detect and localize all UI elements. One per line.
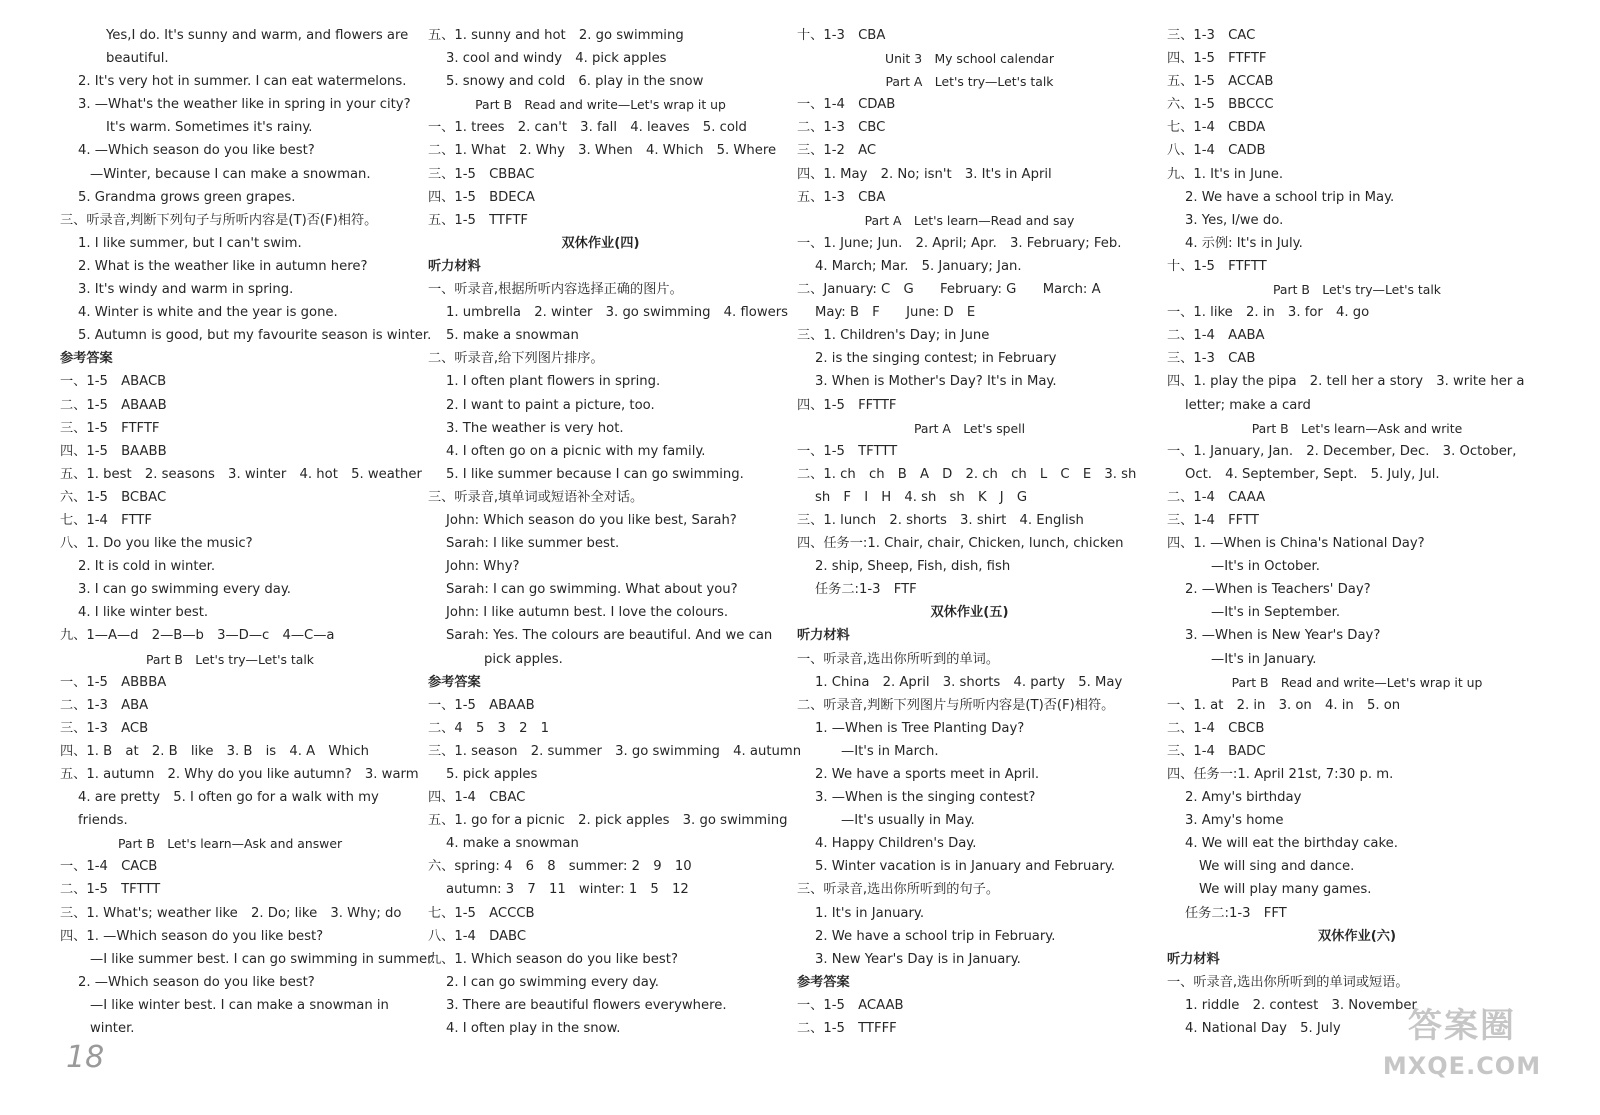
text-line: 三、1-3 ACB	[60, 720, 149, 736]
text-line: 听力材料	[797, 628, 850, 644]
text-line: 二、听录音,判断下列图片与所听内容是(T)否(F)相符。	[797, 697, 1115, 713]
text-line: 3. I can go swimming every day.	[78, 582, 291, 598]
text-line: 4. —Which season do you like best?	[78, 143, 315, 159]
text-line: 九、1. Which season do you like best?	[428, 951, 678, 967]
text-line: 2. We have a school trip in February.	[815, 928, 1056, 944]
text-line: winter.	[90, 1021, 135, 1037]
text-line: 二、1-4 CAAA	[1167, 489, 1266, 505]
text-line: 二、1-5 TFTTT	[60, 882, 161, 898]
text-line: 5. Autumn is good, but my favourite season is winter.	[78, 328, 432, 344]
text-line: —I like summer best. I can go swimming in summer.	[90, 951, 436, 967]
text-line: 二、4 5 3 2 1	[428, 720, 550, 736]
text-line: 一、听录音,选出你所听到的单词或短语。	[1167, 974, 1409, 990]
text-line: 三、1-4 FFTT	[1167, 512, 1259, 528]
text-line: 4. March; Mar. 5. January; Jan.	[815, 258, 1022, 274]
text-line: Sarah: Yes. The colours are beautiful. And we can	[446, 628, 773, 644]
text-line: 三、1. Children's Day; in June	[797, 328, 990, 344]
text-line: 四、1. May 2. No; isn't 3. It's in April	[797, 166, 1052, 182]
text-line: 双休作业(六)	[1318, 928, 1396, 944]
text-line: 三、1-5 FTFTF	[60, 420, 160, 436]
text-line: 2. What is the weather like in autumn here?	[78, 258, 368, 274]
text-line: 3. When is Mother's Day? It's in May.	[815, 374, 1057, 390]
text-line: 5. I like summer because I can go swimming.	[446, 466, 744, 482]
text-line: 听力材料	[1167, 951, 1220, 967]
text-line: 双休作业(五)	[930, 605, 1009, 621]
text-line: Sarah: I like summer best.	[446, 536, 620, 552]
text-line: 五、1-3 CBA	[797, 189, 886, 205]
text-line: 三、1-5 CBBAC	[428, 166, 535, 182]
text-line: We will sing and dance.	[1199, 859, 1355, 875]
text-line: 四、任务一:1. Chair, chair, Chicken, lunch, chicken	[797, 536, 1124, 552]
watermark-logo	[1362, 1000, 1562, 1090]
text-line: 一、听录音,根据所听内容选择正确的图片。	[428, 282, 683, 298]
text-line: 三、1-3 CAC	[1167, 28, 1256, 43]
text-line: 3. The weather is very hot.	[446, 420, 624, 436]
text-line: We will play many games.	[1199, 882, 1372, 898]
text-line: 三、1-2 AC	[797, 143, 877, 159]
text-line: Part B Let's learn—Ask and write	[1251, 420, 1463, 436]
text-line: 5. snowy and cold 6. play in the snow	[446, 74, 704, 90]
text-line: Part A Let's try—Let's talk	[885, 74, 1054, 90]
text-line: 3. New Year's Day is in January.	[815, 951, 1021, 967]
text-line: 4. I like winter best.	[78, 605, 209, 621]
text-line: 七、1-4 FTTF	[60, 512, 152, 528]
text-line: 一、1-5 ABACB	[60, 374, 167, 390]
text-line: 5. Grandma grows green grapes.	[78, 189, 296, 205]
text-line: 二、1-4 CBCB	[1167, 720, 1265, 736]
text-line: 4. Winter is white and the year is gone.	[78, 305, 338, 321]
text-line: 四、1-5 BAABB	[60, 443, 167, 459]
text-line: 四、1. —Which season do you like best?	[60, 928, 324, 944]
text-line: 参考答案	[428, 674, 481, 690]
text-line: —It's in March.	[841, 743, 939, 759]
text-line: 3. There are beautiful flowers everywhere.	[446, 997, 727, 1013]
text-line: 二、1-3 ABA	[60, 697, 149, 713]
text-line: 八、1. Do you like the music?	[60, 536, 253, 552]
text-line: 七、1-5 ACCCB	[428, 905, 535, 921]
text-line: 二、1-5 ABAAB	[60, 397, 167, 413]
text-line: 4. make a snowman	[446, 836, 579, 852]
text-line: Oct. 4. September, Sept. 5. July, Jul.	[1185, 466, 1440, 482]
text-line: —It's usually in May.	[841, 813, 975, 829]
text-line: autumn: 3 7 11 winter: 1 5 12	[446, 882, 689, 898]
text-line: 二、1-5 TTFFF	[797, 1021, 897, 1037]
text-line: 一、1. at 2. in 3. on 4. in 5. on	[1167, 697, 1401, 713]
text-line: 九、1—A—d 2—B—b 3—D—c 4—C—a	[60, 628, 335, 644]
text-line: 四、1. —When is China's National Day?	[1167, 536, 1425, 552]
text-line: 3. —What's the weather like in spring in your city?	[78, 97, 411, 113]
text-line: pick apples.	[484, 651, 563, 667]
text-line: 4. National Day 5. July	[1185, 1021, 1341, 1037]
text-line: 五、1. best 2. seasons 3. winter 4. hot 5. weather	[60, 466, 422, 482]
text-line: 参考答案	[797, 974, 850, 990]
text-line: 2. —When is Teachers' Day?	[1185, 582, 1371, 598]
text-line: 3. —When is New Year's Day?	[1185, 628, 1381, 644]
text-line: 2. I can go swimming every day.	[446, 974, 659, 990]
text-line: 三、听录音,判断下列句子与所听内容是(T)否(F)相符。	[60, 212, 378, 228]
text-line: 2. We have a sports meet in April.	[815, 767, 1040, 782]
text-line: 2. It is cold in winter.	[78, 559, 216, 575]
text-line: Part A Let's spell	[913, 420, 1026, 436]
text-line: 1. umbrella 2. winter 3. go swimming 4. flowers	[446, 305, 789, 321]
text-line: friends.	[78, 813, 128, 829]
text-line: John: I like autumn best. I love the colours.	[446, 605, 729, 621]
text-line: Part B Read and write—Let's wrap it up	[475, 97, 726, 113]
text-line: 四、1. play the pipa 2. tell her a story 3. write her a	[1167, 374, 1525, 390]
text-line: 四、1-5 FTFTF	[1167, 51, 1267, 67]
text-line: 4. We will eat the birthday cake.	[1185, 836, 1398, 852]
text-line: 八、1-4 CADB	[1167, 143, 1266, 159]
text-line: 3. cool and windy 4. pick apples	[446, 51, 667, 67]
text-line: 六、1-5 BBCCC	[1167, 97, 1274, 113]
watermark-logo-text: 答案圈	[1408, 1006, 1516, 1046]
text-line: It's warm. Sometimes it's rainy.	[106, 120, 313, 136]
text-line: 三、听录音,选出你所听到的句子。	[797, 882, 1000, 898]
text-line: 参考答案	[60, 351, 113, 367]
text-line: 八、1-4 DABC	[428, 928, 527, 944]
text-line: 4. Happy Children's Day.	[815, 836, 977, 852]
text-line: Part B Let's learn—Ask and answer	[117, 836, 343, 852]
text-line: 3. It's windy and warm in spring.	[78, 282, 294, 298]
text-line: —I like winter best. I can make a snowman in	[90, 997, 389, 1013]
text-line: 三、听录音,填单词或短语补全对话。	[428, 489, 644, 505]
text-line: 一、1. trees 2. can't 3. fall 4. leaves 5. cold	[428, 120, 747, 136]
text-line: 4. I often play in the snow.	[446, 1021, 621, 1037]
text-line: sh F I H 4. sh sh K J G	[815, 489, 1028, 505]
text-line: 2. is the singing contest; in February	[815, 351, 1057, 367]
text-line: 3. Yes, I/we do.	[1185, 212, 1284, 228]
text-line: John: Why?	[446, 559, 520, 575]
text-line: letter; make a card	[1185, 397, 1311, 413]
text-line: 5. pick apples	[446, 767, 538, 782]
text-line: 二、1. ch ch B A D 2. ch ch L C E 3. sh	[797, 466, 1137, 482]
text-line: 三、1. lunch 2. shorts 3. shirt 4. English	[797, 512, 1084, 528]
text-line: 一、1-5 ABAAB	[428, 697, 535, 713]
text-line: 十、1-5 FTFTT	[1167, 258, 1267, 274]
text-line: —It's in October.	[1211, 559, 1320, 575]
text-line: 任务二:1-3 FTF	[815, 582, 917, 598]
text-line: 双休作业(四)	[561, 235, 640, 251]
text-line: 四、任务一:1. April 21st, 7:30 p. m.	[1167, 767, 1394, 782]
text-line: 1. I often plant flowers in spring.	[446, 374, 661, 390]
column-4	[1167, 24, 1547, 1040]
text-line: 三、1-4 BADC	[1167, 743, 1266, 759]
column-3	[797, 24, 1142, 1040]
text-line: Unit 3 My school calendar	[885, 51, 1054, 67]
text-line: 2. We have a school trip in May.	[1185, 189, 1395, 205]
text-line: 4. I often go on a picnic with my family.	[446, 443, 706, 459]
text-line: 一、1-5 ABBBA	[60, 674, 167, 690]
text-line: 二、听录音,给下列图片排序。	[428, 351, 604, 367]
text-line: 十、1-3 CBA	[797, 28, 886, 43]
text-line: —It's in September.	[1211, 605, 1341, 621]
text-line: 五、1. go for a picnic 2. pick apples 3. go swimming	[428, 813, 788, 829]
text-line: 三、1-3 CAB	[1167, 351, 1256, 367]
text-line: 四、1-5 FFTTF	[797, 397, 897, 413]
watermark-site: MXQE.COM	[1382, 1052, 1542, 1080]
text-line: John: Which season do you like best, Sarah?	[446, 512, 737, 528]
text-line: 五、1-5 ACCAB	[1167, 74, 1274, 90]
text-line: 五、1. autumn 2. Why do you like autumn? 3. warm	[60, 767, 419, 782]
text-line: 1. I like summer, but I can't swim.	[78, 235, 302, 251]
column-1	[60, 24, 436, 1040]
text-line: Part B Read and write—Let's wrap it up	[1231, 674, 1483, 690]
text-line: 四、1. B at 2. B like 3. B is 4. A Which	[60, 743, 370, 759]
text-line: 3. Amy's home	[1185, 813, 1284, 829]
page-number: 18	[66, 1040, 105, 1075]
text-line: 5. make a snowman	[446, 328, 579, 344]
text-line: —It's in January.	[1211, 651, 1317, 667]
text-line: 五、1-5 TTFTF	[428, 212, 528, 228]
text-line: Part B Let's try—Let's talk	[1273, 282, 1441, 298]
text-line: 1. It's in January.	[815, 905, 925, 921]
text-line: 1. riddle 2. contest 3. November	[1185, 997, 1417, 1013]
text-line: 七、1-4 CBDA	[1167, 120, 1266, 136]
text-line: Part A Let's learn—Read and say	[864, 212, 1075, 228]
text-line: 九、1. It's in June.	[1167, 166, 1284, 182]
text-line: 一、1. January, Jan. 2. December, Dec. 3. October,	[1167, 443, 1517, 459]
text-line: 二、January: C G February: G March: A	[797, 282, 1101, 298]
text-line: Yes,I do. It's sunny and warm, and flowers are	[106, 28, 409, 43]
text-line: —Winter, because I can make a snowman.	[90, 166, 371, 182]
text-line: 2. —Which season do you like best?	[78, 974, 315, 990]
text-line: 1. China 2. April 3. shorts 4. party 5. May	[815, 674, 1123, 690]
text-line: 2. Amy's birthday	[1185, 790, 1302, 806]
text-line: 一、1-5 ACAAB	[797, 997, 904, 1013]
text-line: 4. are pretty 5. I often go for a walk with my	[78, 790, 379, 806]
text-line: Part B Let's try—Let's talk	[146, 651, 314, 667]
text-line: 2. ship, Sheep, Fish, dish, fish	[815, 559, 1011, 575]
text-line: 一、听录音,选出你所听到的单词。	[797, 651, 1000, 667]
text-line: 二、1-3 CBC	[797, 120, 886, 136]
text-line: beautiful.	[106, 51, 169, 67]
text-line: 四、1-4 CBAC	[428, 790, 526, 806]
text-line: 四、1-5 BDECA	[428, 189, 535, 205]
text-line: 三、1. season 2. summer 3. go swimming 4. autumn	[428, 743, 802, 759]
column-2	[428, 24, 802, 1040]
text-line: 1. —When is Tree Planting Day?	[815, 720, 1025, 736]
text-line: 二、1. What 2. Why 3. When 4. Which 5. Where	[428, 143, 777, 159]
text-line: 3. —When is the singing contest?	[815, 790, 1036, 806]
text-line: 2. It's very hot in summer. I can eat watermelons.	[78, 74, 407, 90]
text-line: 六、spring: 4 6 8 summer: 2 9 10	[428, 859, 692, 875]
text-line: 一、1-4 CDAB	[797, 97, 896, 113]
text-line: 二、1-4 AABA	[1167, 328, 1265, 344]
text-line: 一、1. like 2. in 3. for 4. go	[1167, 305, 1370, 321]
text-line: Sarah: I can go swimming. What about you?	[446, 582, 738, 598]
text-line: May: B F June: D E	[815, 305, 976, 321]
text-line: 一、1. June; Jun. 2. April; Apr. 3. February; Feb.	[797, 235, 1122, 251]
text-line: 一、1-5 TFTTT	[797, 443, 898, 459]
text-line: 任务二:1-3 FFT	[1185, 905, 1287, 921]
text-line: 一、1-4 CACB	[60, 859, 158, 875]
text-line: 听力材料	[428, 258, 481, 274]
text-line: 六、1-5 BCBAC	[60, 489, 167, 505]
text-line: 5. Winter vacation is in January and February.	[815, 859, 1115, 875]
text-line: 三、1. What's; weather like 2. Do; like 3. Why; do	[60, 905, 402, 921]
text-line: 4. 示例: It's in July.	[1185, 235, 1303, 251]
text-line: 五、1. sunny and hot 2. go swimming	[428, 28, 684, 43]
text-line: 2. I want to paint a picture, too.	[446, 397, 655, 413]
